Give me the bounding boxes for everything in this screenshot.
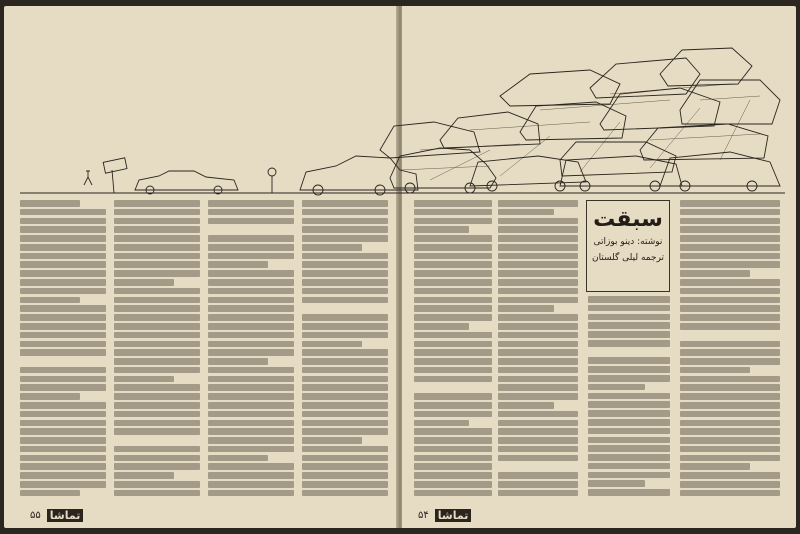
text-line <box>414 463 492 470</box>
text-line <box>114 446 200 453</box>
text-line <box>498 270 578 277</box>
text-line <box>302 472 388 479</box>
text-line <box>208 358 268 365</box>
text-line <box>114 305 200 312</box>
text-line <box>588 437 670 444</box>
text-line <box>20 314 106 321</box>
text-line <box>588 489 670 496</box>
text-line <box>20 463 106 470</box>
text-column-right-3 <box>588 296 670 500</box>
text-line <box>208 446 294 453</box>
text-line <box>414 384 492 391</box>
text-line <box>414 411 492 418</box>
text-line <box>302 235 388 242</box>
text-line <box>302 402 388 409</box>
text-line <box>208 218 294 225</box>
text-line <box>302 358 388 365</box>
text-line <box>114 218 200 225</box>
text-line <box>302 428 388 435</box>
text-line <box>20 349 106 356</box>
text-line <box>498 411 578 418</box>
text-line <box>208 226 294 233</box>
text-line <box>498 402 554 409</box>
text-line <box>680 288 780 295</box>
text-line <box>302 411 388 418</box>
text-line <box>414 253 492 260</box>
text-line <box>680 428 780 435</box>
text-line <box>114 420 200 427</box>
text-line <box>414 376 492 383</box>
text-line <box>414 314 492 321</box>
magazine-logo-left: تماشا <box>47 509 84 522</box>
text-line <box>588 401 670 408</box>
text-line <box>302 437 362 444</box>
text-column-left-4 <box>302 200 388 500</box>
text-line <box>114 332 200 339</box>
text-line <box>114 297 200 304</box>
text-line <box>680 481 780 488</box>
text-line <box>414 437 492 444</box>
text-line <box>114 279 174 286</box>
text-line <box>20 358 106 365</box>
text-line <box>20 472 106 479</box>
text-line <box>588 445 670 452</box>
text-line <box>302 244 362 251</box>
text-line <box>20 402 106 409</box>
text-line <box>588 357 670 364</box>
text-line <box>414 323 469 330</box>
text-line <box>208 297 294 304</box>
text-line <box>208 341 294 348</box>
text-line <box>498 446 578 453</box>
text-line <box>588 410 670 417</box>
text-line <box>208 481 294 488</box>
text-line <box>498 226 578 233</box>
text-line <box>414 455 492 462</box>
text-line <box>20 305 106 312</box>
text-line <box>588 393 670 400</box>
text-line <box>498 253 578 260</box>
text-line <box>302 297 388 304</box>
text-line <box>680 218 780 225</box>
text-line <box>114 472 174 479</box>
text-line <box>498 358 578 365</box>
text-line <box>588 366 670 373</box>
text-line <box>208 279 294 286</box>
text-line <box>498 261 578 268</box>
text-line <box>114 490 200 497</box>
text-line <box>680 463 750 470</box>
text-line <box>680 261 780 268</box>
car-pileup-illustration <box>0 0 800 210</box>
text-line <box>302 261 388 268</box>
text-line <box>114 393 200 400</box>
text-line <box>680 323 780 330</box>
text-line <box>414 367 492 374</box>
text-line <box>20 367 106 374</box>
text-line <box>498 332 578 339</box>
text-line <box>114 209 200 216</box>
text-line <box>20 297 80 304</box>
text-line <box>498 323 578 330</box>
text-line <box>498 428 578 435</box>
text-line <box>414 235 492 242</box>
article-title: سبقت <box>593 207 663 232</box>
text-line <box>114 253 200 260</box>
text-column-left-1 <box>20 200 106 500</box>
text-line <box>114 358 200 365</box>
text-line <box>680 244 780 251</box>
text-line <box>208 314 294 321</box>
text-line <box>20 235 106 242</box>
text-line <box>588 322 670 329</box>
text-line <box>208 463 294 470</box>
text-line <box>20 288 106 295</box>
text-line <box>498 393 578 400</box>
text-line <box>414 200 492 207</box>
text-line <box>498 376 578 383</box>
text-line <box>208 402 294 409</box>
text-line <box>588 384 645 391</box>
text-line <box>414 472 492 479</box>
text-line <box>208 244 294 251</box>
text-line <box>20 376 106 383</box>
text-line <box>208 323 294 330</box>
text-line <box>114 376 174 383</box>
text-line <box>498 349 578 356</box>
text-line <box>302 490 388 497</box>
folio-left <box>30 509 83 522</box>
text-line <box>414 288 492 295</box>
text-line <box>414 218 492 225</box>
text-line <box>680 367 750 374</box>
text-line <box>208 261 268 268</box>
text-line <box>302 226 388 233</box>
page-number-left: ۵۵ <box>30 510 41 521</box>
text-line <box>680 209 780 216</box>
text-line <box>498 481 578 488</box>
text-line <box>114 288 200 295</box>
text-column-right-4 <box>680 200 780 500</box>
text-line <box>414 332 492 339</box>
text-line <box>588 375 670 382</box>
text-line <box>498 279 578 286</box>
text-line <box>208 428 294 435</box>
text-line <box>114 235 200 242</box>
text-line <box>588 305 670 312</box>
text-line <box>302 270 388 277</box>
text-line <box>680 455 780 462</box>
text-line <box>498 472 578 479</box>
text-line <box>414 358 492 365</box>
text-line <box>414 297 492 304</box>
text-line <box>114 402 200 409</box>
text-line <box>114 226 200 233</box>
text-column-right-2 <box>498 200 578 500</box>
text-line <box>498 305 554 312</box>
text-line <box>498 200 578 207</box>
text-line <box>498 490 578 497</box>
magazine-logo-right: تماشا <box>435 509 472 522</box>
text-line <box>20 437 106 444</box>
text-line <box>680 446 780 453</box>
text-line <box>20 428 106 435</box>
text-line <box>414 481 492 488</box>
text-line <box>208 235 294 242</box>
text-line <box>208 349 294 356</box>
text-line <box>114 244 200 251</box>
text-line <box>208 209 294 216</box>
text-line <box>114 463 200 470</box>
text-line <box>498 367 578 374</box>
text-line <box>680 384 780 391</box>
text-line <box>114 200 200 207</box>
text-line <box>498 218 578 225</box>
text-column-left-2 <box>114 200 200 500</box>
text-line <box>302 376 388 383</box>
text-line <box>20 279 106 286</box>
text-line <box>588 419 670 426</box>
text-line <box>680 376 780 383</box>
text-line <box>20 209 106 216</box>
text-line <box>208 455 268 462</box>
text-line <box>498 463 578 470</box>
text-line <box>208 384 294 391</box>
text-line <box>20 323 106 330</box>
text-line <box>302 384 388 391</box>
text-line <box>20 244 106 251</box>
text-line <box>20 384 106 391</box>
text-line <box>498 209 554 216</box>
text-line <box>414 279 492 286</box>
text-line <box>20 200 80 207</box>
text-line <box>588 331 670 338</box>
text-line <box>114 323 200 330</box>
text-line <box>302 455 388 462</box>
text-line <box>498 288 578 295</box>
text-column-right-1 <box>414 200 492 500</box>
text-line <box>498 420 578 427</box>
text-line <box>680 332 780 339</box>
text-line <box>680 472 780 479</box>
text-line <box>302 367 388 374</box>
text-line <box>588 472 670 479</box>
text-line <box>414 270 492 277</box>
text-line <box>588 340 670 347</box>
text-line <box>414 226 469 233</box>
text-line <box>114 349 200 356</box>
text-line <box>114 367 200 374</box>
text-line <box>302 253 388 260</box>
text-line <box>680 200 780 207</box>
text-line <box>588 296 670 303</box>
text-line <box>20 393 80 400</box>
text-line <box>588 463 670 470</box>
text-line <box>114 411 200 418</box>
text-line <box>680 270 750 277</box>
text-line <box>680 253 780 260</box>
author-line: نوشته: دینو بوزاتی <box>593 237 663 247</box>
text-line <box>208 288 294 295</box>
text-line <box>680 314 780 321</box>
text-line <box>414 209 492 216</box>
text-line <box>498 384 578 391</box>
text-line <box>208 305 294 312</box>
text-line <box>680 490 780 497</box>
text-line <box>208 200 294 207</box>
text-line <box>302 349 388 356</box>
text-line <box>208 367 294 374</box>
text-line <box>414 428 492 435</box>
text-line <box>20 490 80 497</box>
text-line <box>498 235 578 242</box>
text-line <box>680 297 780 304</box>
text-line <box>114 384 200 391</box>
text-line <box>680 437 780 444</box>
text-line <box>208 472 294 479</box>
text-line <box>302 200 388 207</box>
text-line <box>208 270 294 277</box>
text-line <box>680 420 780 427</box>
text-line <box>498 455 578 462</box>
text-line <box>302 279 388 286</box>
text-line <box>114 341 200 348</box>
text-line <box>498 341 578 348</box>
text-line <box>588 349 670 356</box>
text-line <box>680 402 780 409</box>
text-line <box>680 349 780 356</box>
text-line <box>20 455 106 462</box>
text-line <box>302 463 388 470</box>
text-line <box>414 261 492 268</box>
text-line <box>302 393 388 400</box>
text-line <box>208 332 294 339</box>
text-line <box>498 437 578 444</box>
text-line <box>302 218 388 225</box>
text-line <box>414 490 492 497</box>
text-line <box>208 376 294 383</box>
text-line <box>680 235 780 242</box>
page-number-right: ۵۴ <box>418 510 429 521</box>
text-line <box>414 305 492 312</box>
text-line <box>20 261 106 268</box>
text-line <box>20 218 106 225</box>
text-line <box>302 420 388 427</box>
translator-line: ترجمه لیلی گلستان <box>591 253 665 263</box>
text-line <box>680 226 780 233</box>
text-line <box>588 428 670 435</box>
text-line <box>588 314 670 321</box>
text-line <box>498 314 578 321</box>
text-line <box>20 253 106 260</box>
text-line <box>414 349 492 356</box>
text-line <box>302 446 388 453</box>
text-line <box>20 481 106 488</box>
text-line <box>302 209 388 216</box>
text-line <box>302 332 388 339</box>
text-line <box>114 314 200 321</box>
text-line <box>680 358 780 365</box>
text-line <box>20 420 106 427</box>
text-line <box>208 437 294 444</box>
text-line <box>114 270 200 277</box>
text-line <box>114 455 200 462</box>
text-line <box>414 402 492 409</box>
text-line <box>20 341 106 348</box>
body-text-columns <box>0 200 800 500</box>
text-line <box>588 480 645 487</box>
text-line <box>208 490 294 497</box>
text-line <box>208 411 294 418</box>
text-line <box>302 323 388 330</box>
text-line <box>680 279 780 286</box>
text-line <box>414 393 492 400</box>
text-line <box>680 341 780 348</box>
text-line <box>680 305 780 312</box>
text-line <box>208 420 294 427</box>
text-line <box>680 411 780 418</box>
text-line <box>114 261 200 268</box>
text-line <box>414 446 492 453</box>
text-line <box>114 428 200 435</box>
text-line <box>302 305 388 312</box>
text-column-left-3 <box>208 200 294 500</box>
text-line <box>114 437 200 444</box>
text-line <box>302 314 388 321</box>
text-line <box>498 244 578 251</box>
text-line <box>20 270 106 277</box>
text-line <box>114 481 200 488</box>
text-line <box>414 420 469 427</box>
text-line <box>414 341 492 348</box>
text-line <box>20 411 106 418</box>
text-line <box>208 253 294 260</box>
text-line <box>302 481 388 488</box>
text-line <box>302 288 388 295</box>
text-line <box>588 454 670 461</box>
text-line <box>680 393 780 400</box>
text-line <box>208 393 294 400</box>
text-line <box>498 297 578 304</box>
text-line <box>414 244 492 251</box>
folio-right <box>418 509 471 522</box>
text-line <box>302 341 362 348</box>
text-line <box>20 226 106 233</box>
text-line <box>20 446 106 453</box>
text-line <box>20 332 106 339</box>
